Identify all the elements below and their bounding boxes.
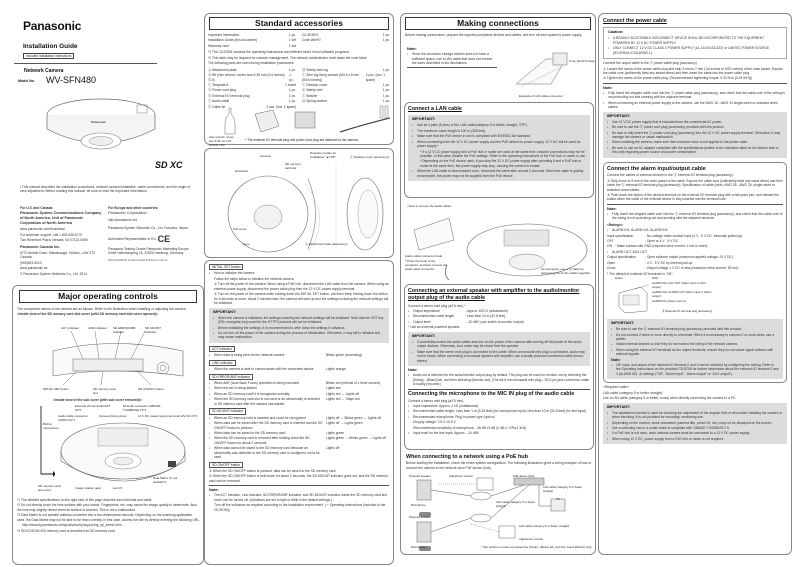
lan-title: Connect a LAN cable [408, 106, 462, 112]
guide-title: Installation Guide [23, 43, 78, 50]
mic-intro: Connect a stereo mini plug (ø3.5 mm). [408, 398, 465, 403]
speaker-footnote: * Use an external powered speaker. [408, 325, 461, 330]
data-matrix-label: Data Matrix To our website*3 [153, 476, 178, 485]
ratings-title: <Ratings> [607, 222, 623, 227]
alarm-step-2: ② Push down the button of the desired terminal on the external I/O terminal plug with a ball-point pen, and release the button when the cable of the external device is fully inserted into the terminal hole. [607, 192, 779, 202]
speaker-mic-box [404, 284, 594, 450]
mic-spec-sub: •Supply voltage: 2.5 V ±0.5 V [413, 420, 456, 425]
indicator-row: ▪ When the SD memory card is removed after holding down the SD ON/OFF button for about 2 seconds Lights green → Blinks green → Lights off [209, 436, 389, 445]
indicator-row: ▪ When data cannot be saved to the SD memory card because an abnormality was detected or the SD memory card is configured not to be used Lights off [209, 446, 389, 459]
important-item: ▪ When the LAN cable is disconnected once, reconnect the cable after around 2 seconds. When the cable is quickly reconnected, the power may not be supplied from the PoE device. [412, 169, 586, 178]
important-item: ▪ Be sure to use the Ⓔ external I/O terminal plug (accessory) provided with this product. [611, 327, 779, 331]
parts-intro: The following parts are used during installation procedures. [208, 61, 295, 66]
mic-spec-sub: •Recommended sensitivity of microphone: –48 dB ±3 dB (0 dB=1 V/Pa,1 kHz) [413, 425, 527, 430]
bit-caption: (Hex wrench, screw size 6.35 mm {1/4 inches} T10) [209, 135, 234, 147]
power-intro: Connect the output cable to the Ⓓ power cable plug (accessory). [603, 61, 698, 66]
audio-hook-label: Audio cable connector hook [405, 254, 443, 258]
divider [209, 485, 389, 486]
important-item: ▪ The adjustment monitor is used for checking the adjustment of the angular field of view when installing the camera or when servicing. It is not provided for recording/ monitoring use. [607, 411, 783, 420]
ext-io-label: External I/O terminals EXT I/O*1 [75, 404, 111, 413]
important-item: ▪ Do not connect 2 wires or more directly to a terminal. When it is necessary to connect 2 or more wires, use a splitter. [611, 333, 779, 342]
eu-heading: For Europe and other countries: [108, 206, 159, 210]
network-connector-label: Network connector 10BASE-T/100BASE-TX*1 [123, 404, 162, 413]
camera-dome-illustration [45, 95, 157, 160]
footnote-2: *2 Do not directly touch the lens surface with your hands. Fingerprints, etc. may cause the image quality to deteriorate. Also, the lens may slightly retract when its surface is touched. This is not a malfunction. [17, 503, 198, 512]
note-heading: Note: [607, 206, 617, 211]
image-rotation-gear-label: Image rotation gear [75, 486, 102, 490]
sd-mount-indicator-tag: SD MOUNT indicator [209, 408, 246, 414]
power-alarm-panel [598, 13, 792, 555]
note-item: ▪ When connecting an external power supply to the camera, use the AWG 16 - AWG 24 single-wired or stranded wired cables. [603, 101, 787, 110]
important-subitem: * If a 12 V DC power supply and a PoE hub or router are used at the same time, network connections may not be possible. In this case, disable the PoE settings. Refer to the operating instructions of the PoE hub or router in use. [420, 149, 586, 159]
initial-set-tag: INITIAL SET button [209, 264, 243, 270]
part-item: Ⓙ Desktop cover 1 pc. [302, 82, 390, 87]
note-heading: Note: [603, 85, 613, 90]
attachment-plate-label: Ⓐ Attachment plate (accessory) [305, 242, 348, 246]
important-subitem: * Depending on the PoE device used, if you stop the 12 V DC power supply after operating it and a PoE hub or router at the same time, the power supply may stop, causing the camera to restart. [420, 159, 582, 168]
sd-error-indicator-tag: SD ERROR/ABF indicator [209, 374, 253, 380]
major-controls-panel [12, 285, 204, 565]
important-item: ▪ Install external devices so that they do not exceed the rating of the network camera. [611, 342, 779, 346]
default-note: * The default of external I/O terminals is "Off". [607, 271, 674, 276]
ratings-in-head: ▪ ALARM IN1, ALARM IN2, ALARM IN3 [607, 228, 783, 232]
note-heading: Note: [408, 368, 418, 373]
important-heading: IMPORTANT: [607, 113, 631, 118]
product-type: Network Camera [24, 68, 64, 74]
footnotes [17, 498, 201, 534]
direction-marker-label: Direction marker for installation "▲TOP" [310, 151, 337, 160]
important-item: ▪ When connecting both the 12 V DC power supply and the PoE device for power supply, 12 V DC will be used for power supply.* [412, 140, 586, 149]
eu-testing: Panasonic Testing Centre Panasonic Marketing Europe GmbH Winsbergring 15, 22525 Hamburg, Germany [108, 246, 189, 256]
important-heading: IMPORTANT: [213, 309, 237, 314]
acc-item: Installation Guide (this document) 1 set [208, 38, 296, 43]
caution-heading: Caution: [608, 30, 624, 35]
act-indicator-tag: ACT indicator [209, 346, 235, 352]
important-heading: IMPORTANT: [607, 404, 631, 409]
plug-label-button: button [615, 276, 623, 280]
important-item: ▪ Be sure to use the Ⓓ power cord plug (accessory) provided with this product. [607, 125, 783, 129]
important-item: ▪ Be sure to use an AC adaptor compliant with the specifications (written in the indication label on the bottom side of this unit) regarding power source and power consumption. [607, 146, 783, 155]
intro-note: ▪ This manual describes the installation procedures, network camera installation, cable connections, and the angle of view adjustment. Before reading this manual, be sure to read the Important Information. [20, 185, 190, 194]
footnote-4: *4 SDXC/SDHC/SD memory card is described as SD memory card. [17, 528, 116, 533]
eu-rep: Authorised Representative in EU: CE [108, 234, 171, 245]
svg-text:Panasonic: Panasonic [91, 120, 107, 124]
important-item: ▪ Connect/disconnect the audio cables and turn on the power of the camera after turning off the power of the audio output devices. Otherwise, loud noise may be heard from the speaker. [412, 340, 586, 349]
plug-label-caption: Ⓔ External I/O terminal plug (accessory) [662, 309, 713, 313]
important-item: ▪ Depending on the monitor, some characters (camera title, preset ID, etc.) may not be displayed on the screen. [607, 421, 783, 425]
footnote-3: *3 Data Matrix is our website address converted into a two-dimensional barcode. Depending on the scanning application used, the Data Matrix may not be able to be read correctly. In this case, access the site by directly entering the following URL. [17, 513, 201, 522]
ca-address: 5770 Ambler Drive, Mississauga, Ontario, L4W 2T3 Canada [20, 250, 95, 260]
poe-label-mic: Microphone [411, 503, 426, 507]
initialize-step-2: ② Turn on the power of the camera while holding down the INITIAL SET button, and then keep holding down the button for 5 seconds or more. About 2 minutes later, the camera will start up and the settings including the network settings will be initialized. [214, 292, 389, 306]
mic-title: Connecting the microphone to the MIC IN plug of the audio cable [408, 391, 575, 398]
important-item: ▪ The maximum cable length is 100 m {328 feet}. [412, 129, 586, 133]
indicator-row: ▪ When the SD memory card slot is not used or an abnormality is detected in SD memory card after the camera has started Lights red → Stays red [209, 397, 389, 406]
part-item: Ⓒ Template A 1 sheet [208, 82, 296, 87]
sd-slot-label-2: SD memory card slot [285, 162, 301, 171]
speaker-title: Connecting an external speaker with amplifier to the audio/monitor output plug of the audio cable [408, 288, 580, 302]
connections-column [398, 0, 596, 567]
divider [407, 67, 497, 68]
initialize-intro: Follow the steps below to initialize the network camera. [214, 276, 295, 281]
camera-mounting-diagram [204, 148, 394, 258]
connections-note [407, 47, 497, 70]
important-item: ▪ Make sure that the stereo mini plug is connected to this cable. When a monaural mini plug is connected, audio may not be heard. When connecting a monaural speaker with amplifier, use a locally procured conversion cable (mono-stereo). [412, 350, 586, 363]
poe-label-hub: PoE device (hub) [513, 474, 535, 478]
divider [408, 389, 590, 390]
us-heading: For U.S. and Canada: [20, 206, 54, 210]
speaker-important-box [408, 332, 590, 366]
camera-label: Camera [260, 154, 271, 158]
ca-url[interactable]: www.panasonic.ca [20, 266, 48, 270]
accessory-parts-illustration [215, 104, 390, 136]
poe-label-lan-2: LAN cable (category 5 or better, straight) [496, 500, 536, 508]
us-address: Two Riverfront Plaza, Newark, NJ 07102-5490 [20, 238, 88, 243]
connections-intro: Before making connections, prepare the required peripheral devices and cables, and turn off each system's power supply. [405, 33, 583, 37]
sd-onoff-button-label: SD ON/OFF button [138, 387, 164, 391]
connections-title: Making connections [405, 17, 591, 30]
indicator-row: ▪ When ABF (Auto Back Focus) operation is being executed Blinks red (interval of 1 time/ second) [209, 381, 389, 385]
poe-label-monitor: Adjustment monitor [449, 474, 474, 478]
important-item: ▪ When using the external I/O terminals as the output terminals, ensure they do not cause signal collision with external signals. [611, 348, 779, 357]
sd-mount-indicator-label: SD MOUNT indicator [145, 326, 161, 335]
important-item: ▪ When the camera is initialized, the settings including the network settings will be initialized. Note that the CRT key (SSL encryption key) used for the HTTPS protocol will not be initialized. [213, 316, 385, 325]
us-support: For customer support, call 1-800-528-6747 [20, 232, 83, 237]
acc-item: Code label*2 1 pc. [302, 38, 390, 43]
poe-footnote: * Can switch to monitor out (select the [Setup]→[Basic] tab, and then select [Monitor out]) [481, 545, 592, 549]
audio-remove-desc: * Press the hook of the connector, and then remove the audio cable connector. [405, 259, 448, 272]
sd-slot-label: SD memory card slot [93, 387, 116, 396]
plug-label-in1: ALARM IN1 (Alarm input 1) [652, 299, 686, 303]
acc-item: Warranty card 1 set [208, 43, 296, 48]
attached-note: * The external I/O terminal plug and power cord plug are attached to the camera. [245, 138, 359, 142]
eu-network: Panasonic System Networks Co., Ltd. Fukuoka, Japan [108, 226, 188, 230]
poe-label-speaker-2: Powered speaker [409, 515, 431, 519]
view2-caption: <Inside view of the sub cover (with sub cover removed)> [53, 398, 142, 402]
power-terminal-label: 12 V DC power supply terminal 12V DC IN*1 [138, 414, 198, 418]
poe-title: When connecting to a network using a PoE hub [406, 454, 528, 460]
speaker-spec: ▪ Output impedance : Approx. 600 Ω (unbalanced) [408, 309, 590, 313]
sd-slot-cover-label: SD memory card slot cover [38, 484, 61, 493]
caution-item: ▪ A READILY ACCESSIBLE DISCONNECT DEVICE SHALL BE INCORPORATED TO THE EQUIPMENT POWERED BY 12 V DC POWER SUPPLY. [608, 36, 782, 45]
poe-label-speaker: Powered speaker [409, 474, 431, 478]
part-item: Ⓘ Wire lug fixing screws (M3.5 x 8 mm {5/16 inches}) 2 pcs. (incl. 1 spare) [302, 73, 386, 82]
sd-onoff-step-1: ① When the SD ON/OFF button is pressed, data can be saved to the SD memory card. [209, 469, 337, 473]
poe-label-mic-2: Microphone [411, 545, 426, 549]
poe-label-monitor-2: Adjustment monitor [519, 537, 544, 541]
guide-subtitle: Included Installation Instructions [23, 53, 74, 59]
mounting-illustration [213, 159, 388, 254]
io-plug-diagram [607, 277, 783, 317]
indicator-row: ▪ When the camera is able to communicate with the connected device Lights orange [209, 367, 389, 371]
speaker-spec: ▪ Output level : –20 dBV (can switch to monitor output) [408, 320, 590, 324]
important-heading: IMPORTANT: [412, 333, 436, 338]
lan-connector-caption: Example of LAN cable connector [519, 94, 563, 98]
important-item: ▪ When using 12 V DC, power supply from a PoE hub or router is not required. [607, 437, 783, 441]
rating-row: Close : Output voltage 1 V DC or less (maximum drive current: 50 mA) [607, 266, 739, 271]
acc-note-2: *2 This label may be required for network management. The network administrator shall retain the code label. [208, 55, 368, 60]
act-indicator-label: ACT indicator [61, 326, 80, 330]
support-url[interactable]: http://security.panasonic.com/pss/security/support/qr_sp_select.html [22, 523, 122, 528]
lan-important-box [408, 115, 590, 181]
sub-cover-label: Sub cover [233, 227, 247, 231]
footnote-1: *1 The detailed specifications on the right side of this page describe each terminal and cable. [17, 498, 153, 502]
link-indicator-tag: LINK indicator [209, 360, 236, 366]
note-heading: Note: [611, 357, 621, 362]
accessories-column [198, 0, 396, 567]
caution-box [603, 27, 787, 59]
poe-label-pc: PC [556, 497, 560, 501]
builtin-mic-label: Built-in microphone [43, 422, 59, 431]
rating-row: Output specification : Open collector output (maximum applied voltage: 20 V DC) [607, 255, 733, 260]
cable-tie-note: As necessary, use a Ⓖ cable tie (accessory) to tie the cables together. [541, 267, 591, 276]
required-important-box [603, 403, 787, 445]
indicator-row: ▪ When data can be saved to the SD memory card Lights green [209, 431, 389, 435]
part-item: Ⓑ Bit (Hex wrench, screw size 6.35 mm {1/4 inches} T10) 1 pc. [208, 73, 294, 82]
connections-panel [400, 13, 596, 555]
power-title: Connect the power cable [603, 18, 667, 24]
rating-row: ON : Make contact with GND (required drive current: 1 mA or more) [607, 244, 708, 249]
part-item: Ⓕ Audio cable 1 pc. [208, 99, 296, 104]
mic-spec: ▪ Input level for the line input: Approx. –10 dBV [408, 431, 590, 435]
lan-dim-8mm: 8 mm {11/32 inches} [569, 59, 595, 63]
audio-connector-label: Audio cable connector AUDIO I/O*1 [58, 414, 88, 423]
note-heading: Note: [209, 488, 219, 493]
initialize-heading: ▪ How to initialize the camera [209, 271, 389, 275]
accessories-panel [204, 13, 394, 145]
mic-spec: ▪ Recommended cable length: Less than 1 m {3.28 feet} (for microphone input) Less than 10 m {32.8 feet} (for line input) [408, 409, 590, 413]
important-heading: IMPORTANT: [412, 117, 436, 122]
us-contact-block [20, 206, 102, 278]
alarm-intro: Connect the cables of external devices to the Ⓔ external I/O terminal plug (accessory). [607, 173, 734, 178]
part-item: Ⓜ Spring washer 1 pc. [302, 99, 390, 104]
lan-cable-box [404, 102, 594, 198]
enclosure-label: Enclosure [235, 169, 249, 173]
indicator-row: ▪ When an SD memory card*4 is recognized normally Lights red → Lights off [209, 392, 389, 396]
sdxc-logo: SD XC [155, 160, 183, 170]
model-number: WV-SFN480 [46, 75, 97, 85]
us-url[interactable]: www.panasonic.com/business/ [20, 227, 65, 232]
note-item: ▪ The ACT indicator, Link indicator, SD ERROR/ABF indicator, and SD MOUNT indicator inside the SD memory card slot cover can be turned off. (Indicators are set to light or blink in the default settings.) [209, 493, 389, 502]
lan-connector-illustration [511, 49, 591, 91]
docs-list [205, 33, 393, 49]
part-item: Ⓔ External I/O terminal plug 1 pc. [208, 93, 296, 98]
indicator-row: ▪ When data can be saved after the SD memory card is inserted and the SD ON/OFF button is pressed Lights off → Lights green [209, 421, 389, 430]
required-cable-section [603, 385, 787, 444]
mic-spec: ▪ Input impedance: Approx. 2 kΩ (unbalanced) [408, 404, 590, 408]
major-controls-title: Major operating controls [19, 290, 197, 303]
required-cable-title: <Required cable> [603, 385, 630, 390]
part-item: Ⓓ Power cord plug 1 pc. [208, 88, 296, 93]
important-item: ▪ Make sure that the PoE device in use is compliant with IEEE802.3af standard. [412, 134, 586, 138]
indicator-row: ▪ When the set is being started Lights red [209, 386, 389, 390]
sd-onoff-tag: SD ON/OFF button [209, 462, 243, 468]
ca-company: Panasonic Canada Inc. [20, 244, 61, 249]
part-item: Ⓐ Attachment plate 1 pc. [208, 67, 296, 72]
important-item: ▪ If a PoE hub is not used, each network camera must be connected to a 12 V DC power supply. [607, 431, 783, 435]
lens-label: Lens*2 [113, 486, 123, 490]
required-cable-line: LAN cable (category 5 or better, straight) [603, 390, 663, 395]
eu-url[interactable]: http://panasonic.net [108, 217, 137, 222]
indicator-row: ▪ When an SD memory card is inserted and could be recognized Lights off → Blinks green → Lights off [209, 416, 389, 420]
part-item: Ⓛ Washer 1 pc. [302, 93, 390, 98]
ca-phone: (905)624-5010 [20, 260, 42, 265]
acc-note-1: *1 The CD-ROM contains the operating instructions and different kinds of tool software programs. [208, 50, 350, 55]
note-item: ▪ Since the connector storage section does not have a sufficient space, use a LAN cable that does not exceed the sizes described in the illustrations. [407, 52, 497, 65]
important-item: ▪ Use 12 V DC power supply that is insulated from the commercial AC power. [607, 120, 783, 124]
power-important-box [603, 112, 787, 158]
important-item: ▪ Use all 4 pairs (8 pins) of the LAN cable(category 5 or better, straight, STP). [412, 123, 586, 127]
power-alarm-column [598, 0, 802, 567]
eu-company: Panasonic Corporation [108, 211, 147, 216]
rating-row: OFF : Open or 4 V - 5 V DC [607, 238, 679, 243]
important-item: ▪ Use a switching hub or a router which is compliant with 10BASE-T/100BASE-TX. [607, 426, 783, 430]
initialize-step-1: ① Turn off the power of the camera. When using a PoE hub, disconnect the LAN cable from the camera. When using an external power supply, disconnect the power cable plug from the 12 V DC power supply terminal. [214, 282, 389, 291]
arrow-connector [35, 406, 55, 486]
important-item: ▪ When installing the camera, make sure that excessive force is not applied to the power cable. [607, 140, 783, 144]
plug-label-in2: ALARM IN2, ALARM OUT (Alarm input 2, Alarm output) [652, 290, 712, 298]
title-rule [14, 63, 157, 64]
important-item: ▪ Before initializing the settings, it is recommended to write down the settings in advance. [213, 326, 385, 330]
lens-label-2: Lens [243, 242, 250, 246]
speaker-spec: ▪ Recommended cable length : Less than 10 m {32.8 feet} [408, 314, 590, 318]
part-item: Ⓗ Safety wire lug 1 pc. [302, 67, 390, 72]
view1-caption: <Inside view of the SD memory card slot cover (with SD memory card slot cover opened)> [17, 312, 158, 317]
mic-spec: ▪ Recommended microphone: Plug-in power type (option) [408, 415, 590, 419]
poe-label-lan-3: LAN cable (category 5 or better, straight) [519, 524, 570, 528]
power-step-2: ② Tighten the screw of the power cable plug. (Recommended tightening torque: 0.34 N·m {0.25 lbf·ft}) [603, 76, 752, 81]
rating-row: Open : 4 V - 5 V DC by internal pull-up [607, 260, 693, 265]
rating-row: Input specification : No-voltage make contact input (4 V - 5 V DC, internally pulled up) [607, 233, 743, 238]
copyright: © Panasonic System Networks Co., Ltd. 2014 [20, 272, 87, 277]
alarm-step-1: ① Strip 8 mm to 9 mm of the outer jacket of the cable. Expose the cable core (sufficiently twist any stand wires) and then insert the Ⓔ external I/O terminal plug (accessory). Specification of cable (wire): AWG 28 - AWG 26, single-wired or stranded wired cables. [607, 178, 783, 192]
note-item: ▪ Audio out is selected for the audio/monitor output plug by default. The plug can be used for monitor out by selecting the [Setup]→[Basic] tab, and then selecting [Monitor out]. (The ø3.5 mm monaural mini plug⇔RCA pin jack conversion cable is locally procured.) [408, 373, 590, 386]
part-item: Ⓚ Safety wire 1 pc. [302, 88, 390, 93]
indicator-row: ▪ When data is being sent via the network camera Blinks green (accessing) [209, 353, 389, 357]
model-label: Model No. [18, 79, 35, 83]
note-item: ▪ Fully insert the stripped cable core into the Ⓓ power cable plug (accessory), and check that the cable core of the wiring is not protruding out and shorting with the adjacent terminal. [603, 91, 787, 100]
important-heading: IMPORTANT: [611, 321, 635, 325]
print-code: PGQX1669VA Cs1114-1126 Printed in China [108, 258, 168, 263]
link-indicator-label: LINK indicator [88, 326, 107, 330]
initial-set-button-label: INITIAL SET button [43, 387, 69, 391]
speaker-intro: Connect a stereo mini plug (ø3.5 mm).* [408, 303, 466, 308]
camera-fixing-screw-label: Camera fixing screw [99, 414, 127, 418]
divider [607, 204, 783, 205]
ratings-out-head: ▪ ALARM OUT, AUX OUT [607, 250, 783, 254]
divider [603, 83, 787, 84]
major-controls-intro: The component names of the camera are as follows. Refer to the illustration when installing or adjusting the camera. [17, 307, 187, 311]
important-item: ▪ Do not turn off the power of the camera during the process of initialization. Otherwise, it may fail to initialize and may cause malfunction. [213, 331, 385, 340]
plug-label-in3: ALARM IN3, AUX OUT (Alarm input 3, AUX output) [652, 281, 706, 289]
alarm-box [603, 162, 787, 383]
acc-item: CD-ROM*1 1 pc. [302, 33, 390, 37]
power-step-1: ① Loosen the screw of the power cable plug and strip 3 mm to 7 mm {1/8 inches to 9/32 inches} of the outer jacket. Expose the cable core (sufficiently twist any strand wires) and then insert the cable into the power cable plug. [603, 66, 783, 76]
audio-remove-caption: <How to remove the audio cable> [407, 204, 452, 208]
ce-mark: CE [157, 234, 171, 245]
poe-label-lan-1: LAN cable (category 5 or better, straight) [543, 485, 583, 493]
required-cable-line: Use a LAN cable (category 5 or better, cross) when directly connecting the camera to a PC. [603, 396, 737, 401]
important-item: ▪ Be sure to fully insert the Ⓓ power cord plug (accessory) into the 12 V DC power supply terminal. Otherwise, it may damage the camera or cause malfunction. [607, 131, 783, 140]
note-heading: Note: [407, 47, 417, 51]
desktop-cover-label: Ⓙ Desktop cover (accessory) [350, 155, 390, 159]
note-item-2: Turn off the indicators as required according to the installation environment. (☞ Operating Instructions (included in the CD-ROM)) [214, 503, 386, 512]
brand-logo: Panasonic [23, 19, 82, 33]
sd-onoff-step-2: ② When the SD ON/OFF button is held down for about 2 seconds, the SD MOUNT indicator goes out, and the SD memory card can be removed. [209, 474, 388, 483]
caution-item: ▪ ONLY CONNECT 12 V DC CLASS 2 POWER SUPPLY (UL 1310/CSA 223) or LIMITED POWER SOURCE (IEC/EN/UL/CSA 60950-1). [608, 46, 782, 55]
note-item: ▪ Off, input, and output of the external I/O terminal 2 and 3 can be switched by configuring the setting. Refer to the Operating Instructions on the provided CD-ROM for further information about the external I/O terminal 2 and 3 (ALARM IN2, 3) settings ("Off", "Alarm input", "Alarm output" or "AUX output"). [611, 363, 779, 376]
poe-section [406, 452, 594, 471]
eu-contact-block [108, 206, 194, 264]
note-item: ▪ Fully insert the stripped cable core into the Ⓔ external I/O terminal plug (accessory), and check that the cable core of the wiring is not protruding out and shorting with the adjacent terminal. [607, 212, 783, 221]
part-item: Ⓖ Cable tie 2 pcs. (incl. 1 spare) [208, 104, 296, 109]
sd-error-indicator-label: SD ERROR/ABF indicator [113, 326, 136, 335]
plug-label-gnd: GND [652, 276, 659, 280]
accessories-title: Standard accessories [209, 17, 389, 30]
alarm-important-box [607, 319, 783, 379]
poe-intro: Before starting the installation, check the entire system configuration. The following illustration gives a wiring example of how to connect the camera to the network via a PoE device (hub). [406, 461, 592, 470]
alarm-title: Connect the alarm input/output cable [607, 165, 706, 172]
us-company: Panasonic System Communications Company of North America, Unit of Panasonic Corporation of North America [20, 211, 102, 226]
indicators-panel [204, 260, 394, 565]
initialize-important-box [209, 308, 389, 343]
acc-item: Important Information 1 pc. [208, 33, 296, 37]
io-plug-illustration [615, 283, 649, 315]
